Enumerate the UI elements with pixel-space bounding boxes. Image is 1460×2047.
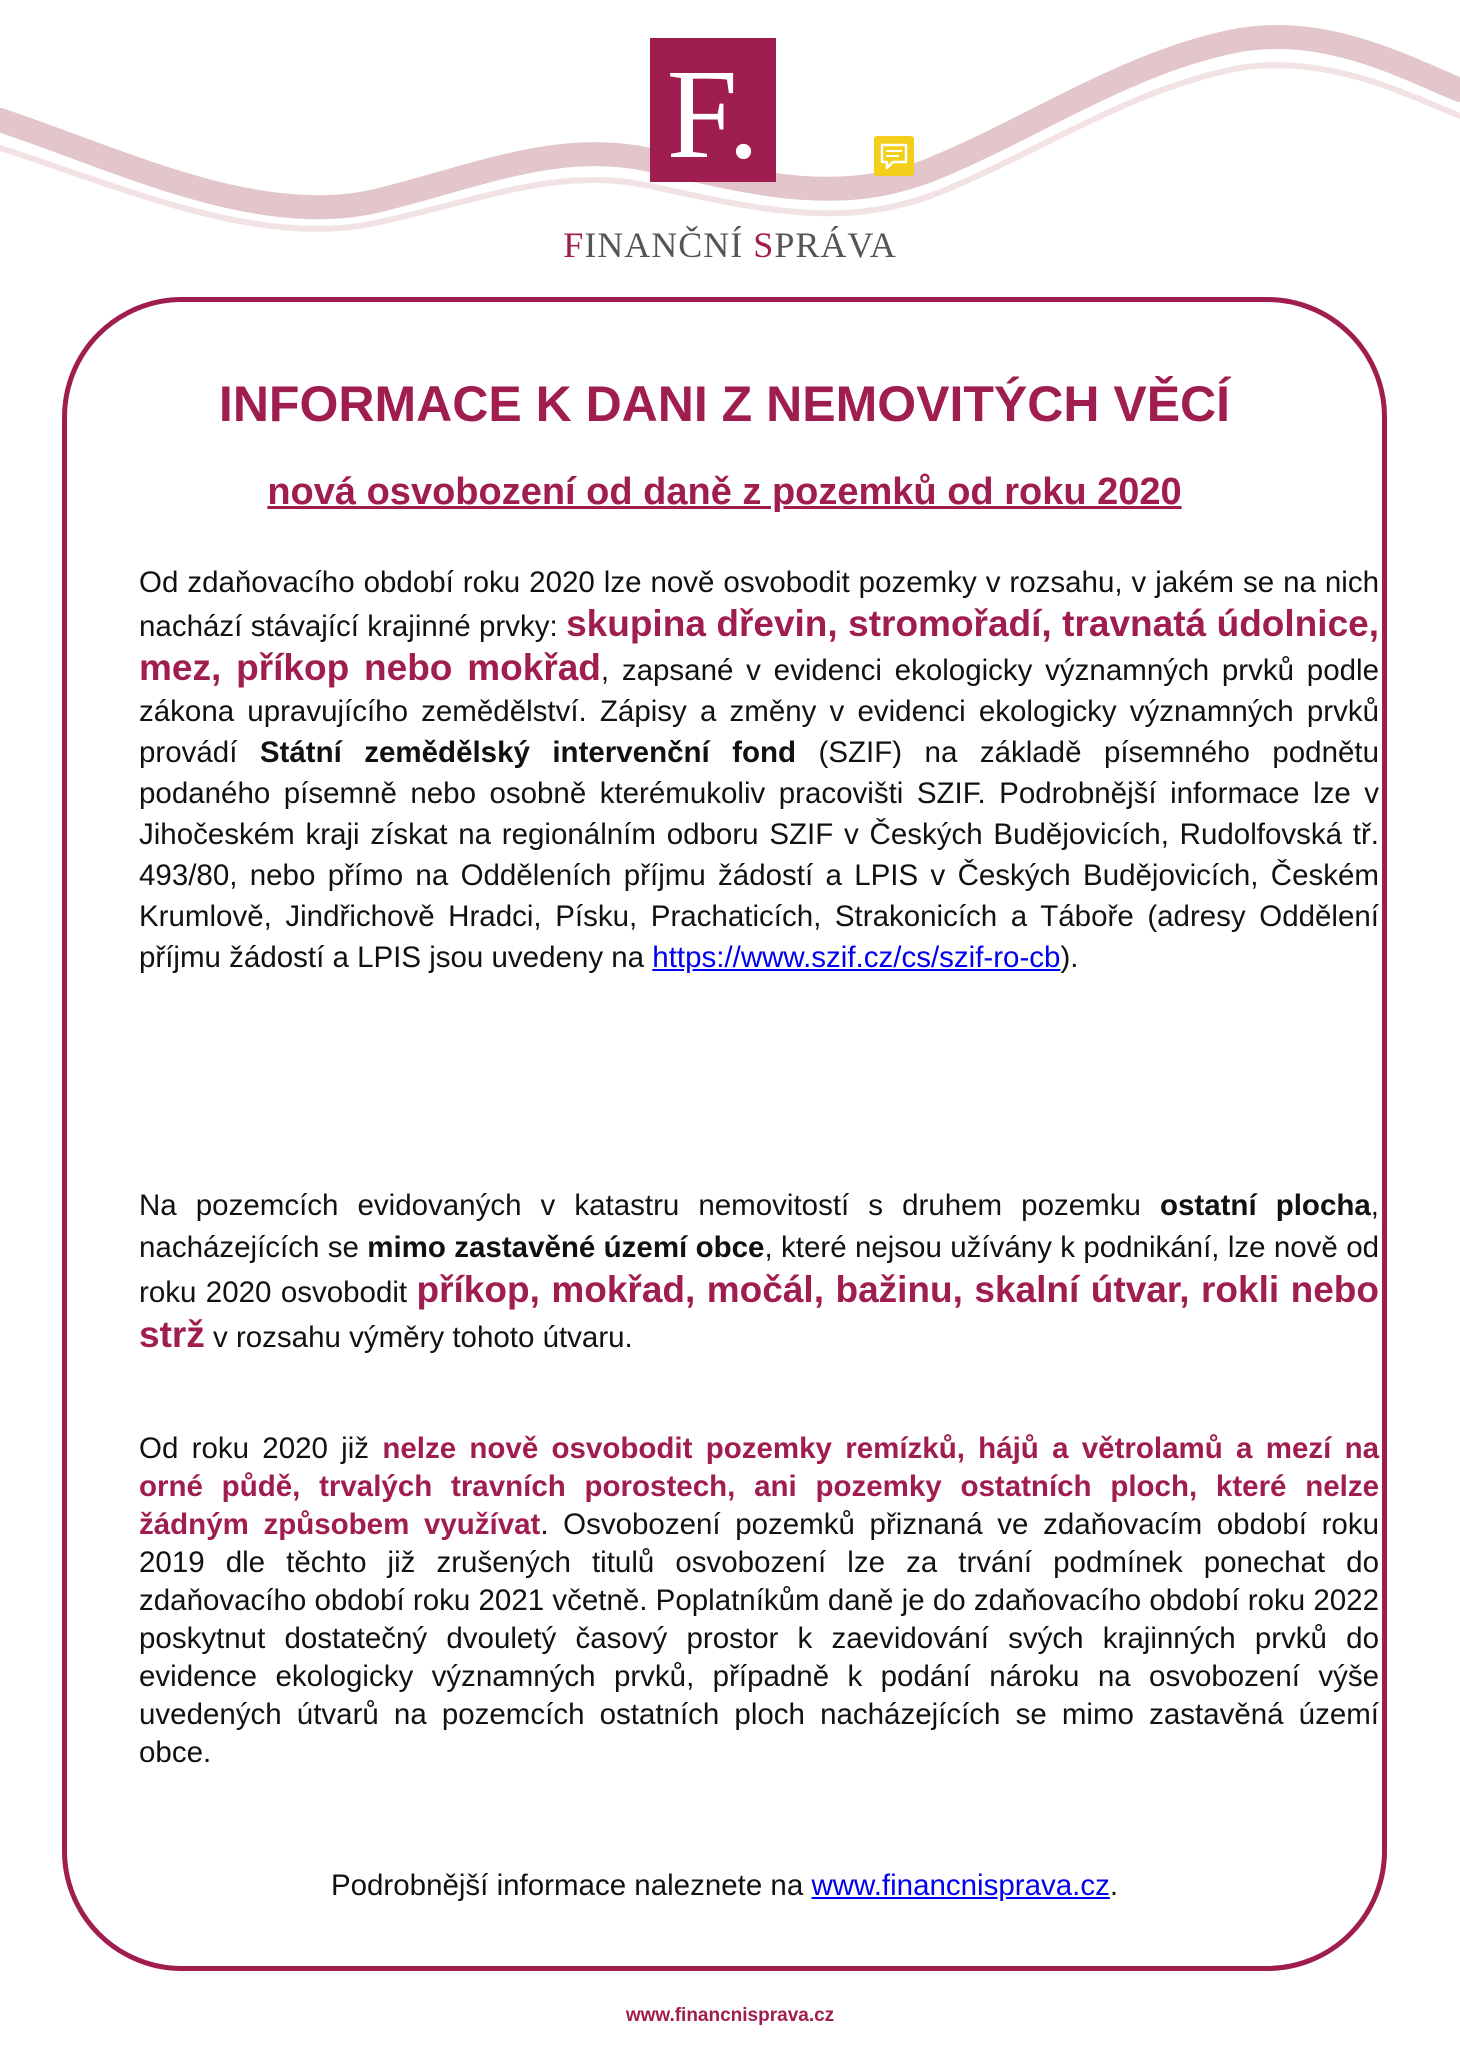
p3-text-2: . Osvobození pozemků přiznaná ve zdaňovacím období roku 2019 dle těchto již zrušených titulů osvobození lze za trvání podmínek ponechat do zdaňovacího období roku 2021 včetně. Poplatníkům daně je do zdaňovacího období roku 2022 poskytnut dostatečný dvouletý časový prostor k zaevidování svých krajinných prvků do evidence ekologicky významných prvků, případně k podání nároku na osvobození výše uvedených útvarů na pozemcích ostatních ploch nacházejících se mimo zastavěná území obce. — [139, 1508, 1379, 1769]
p1-highlight: skupina dřevin, stromořadí, travnatá údolnice, mez, příkop nebo mokřad — [139, 603, 1379, 688]
szif-link[interactable]: https://www.szif.cz/cs/szif-ro-cb — [652, 941, 1061, 974]
comment-note-icon[interactable] — [873, 135, 915, 177]
p3-highlight: nelze nově osvobodit pozemky remízků, hájů a větrolamů a mezí na orné půdě, trvalých travních porostech, ani pozemky ostatních ploch, které nelze žádným způsobem využívat — [139, 1432, 1379, 1541]
org-part-1: INANČNÍ — [584, 225, 754, 265]
p2-text-1: Na pozemcích evidovaných v katastru nemovitostí s druhem pozemku — [139, 1189, 1160, 1222]
p3-text-1: Od roku 2020 již — [139, 1432, 383, 1465]
p1-bold-szif: Státní zemědělský intervenční fond — [259, 736, 797, 769]
financni-sprava-logo — [650, 38, 776, 185]
logo-letter: F. — [666, 43, 760, 185]
paragraph-krajinne-prvky — [139, 562, 1379, 978]
org-second-letter: S — [753, 225, 775, 265]
p2-text-2: , nacházejících se — [139, 1189, 1379, 1264]
p1-text-2: , zapsané v evidenci ekologicky významných prvků podle zákona upravujícího zemědělství. Zápisy a změny v evidenci ekologicky významných prvků provádí — [139, 654, 1379, 769]
p2-bold-1: ostatní plocha — [1159, 1189, 1371, 1222]
p1-text-4: ). — [1060, 941, 1079, 974]
p1-text-1: Od zdaňovacího období roku 2020 lze nově osvobodit pozemky v rozsahu, v jakém se na nich nachází stávající krajinné prvky: — [139, 566, 1379, 643]
paragraph-zrusena-osvobozeni — [139, 1430, 1379, 1772]
p2-text-4: v rozsahu výměry tohoto útvaru. — [204, 1321, 633, 1354]
closing-line — [62, 1866, 1387, 1906]
p2-text-3: , které nejsou užívány k podnikání, lze nově od roku 2020 osvobodit — [139, 1231, 1380, 1309]
p1-text-3: (SZIF) na základě písemného podnětu podaného písemně nebo osobně kterémukoliv pracovišti SZIF. Podrobnější informace lze v Jihočeském kraji získat na regionálním odboru SZIF v Českých Budějovicích, Rudolfovská tř. 493/80, nebo přímo na Odděleních příjmu žádostí a LPIS v Českých Budějovicích, Českém Krumlově, Jindřichově Hradci, Písku, Prachaticích, Strakonicích a Táboře (adresy Oddělení příjmu žádostí a LPIS jsou uvedeny na — [139, 736, 1379, 974]
org-first-letter: F — [563, 225, 585, 265]
financnisprava-link[interactable]: www.financnisprava.cz — [811, 1869, 1110, 1902]
org-part-2: PRÁVA — [774, 225, 897, 265]
p2-highlight: příkop, mokřad, močál, bažinu, skalní útvar, rokli nebo strž — [139, 1269, 1379, 1355]
paragraph-ostatni-plocha — [139, 1185, 1379, 1359]
footer-url[interactable]: www.financnisprava.cz — [625, 2005, 835, 2026]
page-subtitle: nová osvobození od daně z pozemků od roku 2020 — [267, 471, 1182, 513]
closing-end: . — [1109, 1869, 1119, 1902]
p2-bold-2: mimo zastavěné území obce — [367, 1231, 765, 1264]
organization-name — [530, 225, 930, 265]
page-title: INFORMACE K DANI Z NEMOVITÝCH VĚCÍ — [218, 376, 1231, 432]
closing-text: Podrobnější informace naleznete na — [330, 1869, 812, 1902]
